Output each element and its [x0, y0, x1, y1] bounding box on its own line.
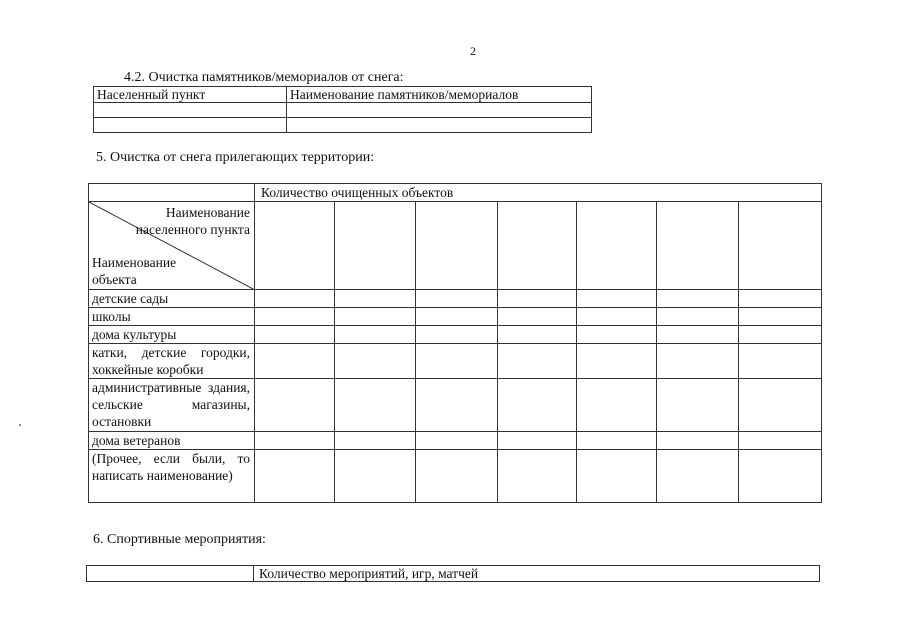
table-cell[interactable]: [739, 290, 822, 308]
section-5-title: 5. Очистка от снега прилегающих территории:: [96, 150, 375, 165]
table-cell[interactable]: [416, 450, 498, 503]
table-cell[interactable]: [739, 432, 822, 450]
table-cell[interactable]: [287, 118, 592, 133]
table-cell[interactable]: [657, 379, 739, 432]
table-cell[interactable]: [577, 326, 657, 344]
table-cell[interactable]: [335, 202, 416, 290]
header-empty-cell: [89, 184, 255, 202]
table-cell[interactable]: [498, 450, 577, 503]
row-label: административные здания, сельские магазины, остановки: [89, 379, 255, 432]
table-cell[interactable]: [739, 326, 822, 344]
table-cell[interactable]: [255, 290, 335, 308]
table-cell[interactable]: [255, 308, 335, 326]
table-cell[interactable]: [498, 344, 577, 379]
diagonal-header-cell: [89, 202, 255, 290]
table-row: [89, 290, 822, 308]
table-header-row: [89, 184, 822, 202]
table-row: [89, 432, 822, 450]
row-label: (Прочее, если были, то написать наименование): [89, 450, 255, 503]
table-cell[interactable]: [498, 326, 577, 344]
header-empty-cell: [87, 566, 254, 582]
table-cell[interactable]: [657, 308, 739, 326]
table-cell[interactable]: [657, 290, 739, 308]
section-6-title: 6. Спортивные мероприятия:: [93, 532, 266, 547]
table-cell[interactable]: [416, 432, 498, 450]
table-cell[interactable]: [94, 103, 287, 118]
table-cell[interactable]: [335, 432, 416, 450]
table-cell[interactable]: [94, 118, 287, 133]
table-cell[interactable]: [416, 202, 498, 290]
table-cell[interactable]: [657, 326, 739, 344]
table-cell[interactable]: [577, 290, 657, 308]
table-cell[interactable]: [416, 344, 498, 379]
table-cell[interactable]: [335, 290, 416, 308]
table-cell[interactable]: [577, 308, 657, 326]
table-cell[interactable]: [416, 308, 498, 326]
header-monument-name: Наименование памятников/мемориалов: [287, 87, 592, 103]
table-row: [89, 344, 822, 379]
table-cell[interactable]: [577, 344, 657, 379]
table-cell[interactable]: [498, 202, 577, 290]
table-cell[interactable]: [577, 379, 657, 432]
table-row: [89, 379, 822, 432]
table-cell[interactable]: [577, 450, 657, 503]
monuments-table: [93, 86, 592, 133]
table-cell[interactable]: [498, 379, 577, 432]
table-cell[interactable]: [657, 202, 739, 290]
diag-object-label: Наименование объекта: [92, 255, 177, 287]
sport-events-table: [86, 565, 820, 582]
table-header-row: [94, 87, 592, 103]
scan-speck: [19, 424, 21, 426]
table-cell[interactable]: [255, 202, 335, 290]
table-cell[interactable]: [416, 290, 498, 308]
table-cell[interactable]: [498, 432, 577, 450]
table-cell[interactable]: [255, 344, 335, 379]
table-cell[interactable]: [498, 308, 577, 326]
table-row: [94, 103, 592, 118]
header-cleaned-objects-count: Количество очищенных объектов: [255, 184, 822, 202]
section-4-2-title: 4.2. Очистка памятников/мемориалов от снега:: [124, 70, 404, 85]
table-cell[interactable]: [739, 202, 822, 290]
table-cell[interactable]: [657, 344, 739, 379]
table-cell[interactable]: [739, 450, 822, 503]
table-cell[interactable]: [255, 326, 335, 344]
diag-settlement-label: Наименование населенного пункта: [135, 205, 250, 237]
table-cell[interactable]: [335, 344, 416, 379]
territory-cleaning-table: [88, 183, 822, 503]
header-events-count: Количество мероприятий, игр, матчей: [254, 566, 820, 582]
table-cell[interactable]: [657, 450, 739, 503]
table-cell[interactable]: [416, 379, 498, 432]
row-label: катки, детские городки, хоккейные коробки: [89, 344, 255, 379]
row-label: школы: [89, 308, 255, 326]
page-number: 2: [470, 44, 476, 58]
table-cell[interactable]: [577, 432, 657, 450]
table-cell[interactable]: [657, 432, 739, 450]
table-row: [89, 450, 822, 503]
table-row: [89, 326, 822, 344]
table-cell[interactable]: [498, 290, 577, 308]
table-cell[interactable]: [739, 308, 822, 326]
table-cell[interactable]: [335, 379, 416, 432]
table-cell[interactable]: [739, 344, 822, 379]
table-cell[interactable]: [255, 379, 335, 432]
row-label: дома культуры: [89, 326, 255, 344]
table-cell[interactable]: [335, 450, 416, 503]
table-cell[interactable]: [577, 202, 657, 290]
diagonal-header-row: [89, 202, 822, 290]
row-label: дома ветеранов: [89, 432, 255, 450]
table-row: [89, 308, 822, 326]
table-cell[interactable]: [255, 450, 335, 503]
table-cell[interactable]: [335, 308, 416, 326]
table-cell[interactable]: [287, 103, 592, 118]
table-cell[interactable]: [335, 326, 416, 344]
row-label: детские сады: [89, 290, 255, 308]
table-cell[interactable]: [739, 379, 822, 432]
table-header-row: [87, 566, 820, 582]
table-cell[interactable]: [416, 326, 498, 344]
table-row: [94, 118, 592, 133]
header-settlement: Населенный пункт: [94, 87, 287, 103]
table-cell[interactable]: [255, 432, 335, 450]
